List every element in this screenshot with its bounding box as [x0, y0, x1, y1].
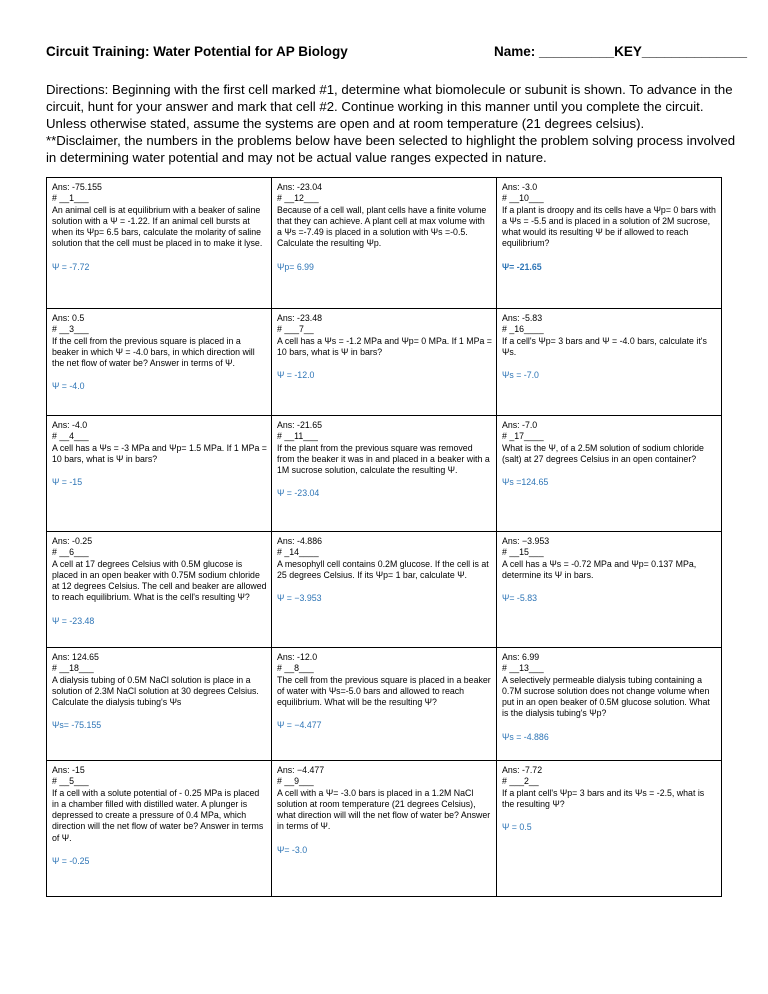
grid-row: [47, 761, 722, 897]
cell-result: Ψs = -7.0: [502, 370, 539, 381]
cell-number: # __8___: [277, 663, 314, 674]
cell-result: Ψ = -4.0: [52, 381, 85, 392]
cell-question: If a plant cell's Ψp= 3 bars and its Ψs = -2.5, what is the resulting Ψ?: [502, 787, 705, 809]
cell-number: # __5___: [52, 776, 89, 787]
circuit-cell: [272, 761, 497, 897]
circuit-cell: [47, 178, 272, 309]
cell-number: # _16____: [502, 324, 544, 335]
cell-question: If the plant from the previous square was removed from the beaker it was in and placed in a beaker with a 1M sucrose solution, calculate the resulting Ψ.: [277, 442, 490, 476]
worksheet-title: Circuit Training: Water Potential for AP Biology: [46, 44, 348, 59]
grid-row: [47, 178, 722, 309]
disclaimer-text: **Disclaimer, the numbers in the problems below have been selected to highlight the problem solving process involved in determining water potential and may not be actual value ranges expected in nature.: [46, 133, 736, 165]
cell-answer: Ans: 6.99: [502, 652, 540, 662]
cell-result: Ψ = -0.25: [52, 856, 90, 867]
cell-answer: Ans: −4.477: [277, 765, 325, 775]
circuit-cell: [497, 416, 722, 532]
cell-question: If a cell with a solute potential of - 0.25 MPa is placed in a chamber filled with distilled water. A plunger is depressed to create a pressure of 0.4 MPa, which direction will the net flow of water be? Answer in terms of Ψ.: [52, 787, 264, 843]
cell-answer: Ans: -15: [52, 765, 85, 775]
cell-result: Ψ = -12.0: [277, 370, 315, 381]
cell-answer: Ans: 0.5: [52, 313, 85, 323]
grid-row: [47, 416, 722, 532]
cell-result: Ψ = -23.48: [52, 615, 95, 626]
cell-question: A selectively permeable dialysis tubing containing a 0.7M sucrose solution does not change volume when put in an open beaker of 0.5M glucose solution. What is the dialysis tubing's Ψp?: [502, 674, 710, 719]
cell-question: Because of a cell wall, plant cells have a finite volume that they can achieve. A plant cell at max volume with a Ψs =-7.49 is placed in a solution with Ψs =-0.5. Calculate the resulting Ψp.: [277, 204, 487, 249]
cell-number: # _17____: [502, 431, 544, 442]
cell-question: A cell has a Ψs = -1.2 MPa and Ψp= 0 MPa. If 1 MPa = 10 bars, what is Ψ in bars?: [277, 335, 492, 357]
cell-question: A cell has a Ψs = -0.72 MPa and Ψp= 0.137 MPa, determine its Ψ in bars.: [502, 558, 697, 580]
circuit-cell: [272, 309, 497, 416]
cell-answer: Ans: -21.65: [277, 420, 322, 430]
cell-number: # __1___: [52, 193, 89, 204]
cell-number: # __10___: [502, 193, 544, 204]
circuit-cell: [47, 648, 272, 761]
cell-answer: Ans: -4.0: [52, 420, 88, 430]
cell-result: Ψs =124.65: [502, 477, 549, 488]
page-header: [46, 44, 747, 66]
name-field: Name: __________KEY______________: [494, 44, 747, 59]
cell-result: Ψs= -75.155: [52, 720, 102, 731]
cell-answer: Ans: −3.953: [502, 536, 550, 546]
cell-answer: Ans: -3.0: [502, 182, 538, 192]
cell-number: # __13___: [502, 663, 544, 674]
cell-question: If a cell's Ψp= 3 bars and Ψ = -4.0 bars, calculate it's Ψs.: [502, 335, 707, 357]
circuit-cell: [272, 416, 497, 532]
cell-result: Ψs = -4.886: [502, 731, 549, 742]
cell-result: Ψ = −3.953: [277, 593, 322, 604]
cell-number: # __15___: [502, 547, 544, 558]
cell-answer: Ans: -23.04: [277, 182, 322, 192]
cell-result: Ψ = -15: [52, 477, 83, 488]
grid-row: [47, 648, 722, 761]
cell-question: A cell at 17 degrees Celsius with 0.5M glucose is placed in an open beaker with 0.75M sodium chloride at 12 degrees Celsius. The cell and beaker are allowed to reach equilibrium. What is the cell's resulting Ψ?: [52, 558, 267, 603]
grid-row: [47, 309, 722, 416]
cell-result: Ψ = -7.72: [52, 261, 90, 272]
cell-number: # __4___: [52, 431, 89, 442]
circuit-cell: [47, 309, 272, 416]
cell-number: # ___7__: [277, 324, 314, 335]
cell-question: What is the Ψ, of a 2.5M solution of sodium chloride (salt) at 27 degrees Celsius in an open container?: [502, 442, 704, 464]
cell-number: # __3___: [52, 324, 89, 335]
circuit-cell: [272, 532, 497, 648]
cell-number: # __11___: [277, 431, 318, 442]
cell-number: # __9___: [277, 776, 314, 787]
cell-answer: Ans: -7.72: [502, 765, 543, 775]
cell-number: # __18___: [52, 663, 94, 674]
cell-result: Ψp= 6.99: [277, 261, 314, 272]
cell-result: Ψ= -3.0: [277, 844, 308, 855]
cell-result: Ψ = -23.04: [277, 488, 320, 499]
circuit-cell: [47, 416, 272, 532]
circuit-cell: [272, 648, 497, 761]
cell-question: A mesophyll cell contains 0.2M glucose. If the cell is at 25 degrees Celsius. If its Ψp= 1 bar, calculate Ψ.: [277, 558, 489, 580]
circuit-cell: [497, 648, 722, 761]
cell-number: # __12___: [277, 193, 319, 204]
cell-result: Ψ = 0.5: [502, 822, 532, 833]
cell-answer: Ans: -4.886: [277, 536, 322, 546]
cell-question: A dialysis tubing of 0.5M NaCl solution is place in a solution of 2.3M NaCl solution at 30 degrees Celsius. Calculate the dialysis tubing's Ψs: [52, 674, 259, 708]
directions-text: Directions: Beginning with the first cell marked #1, determine what biomolecule or subunit is shown. To advance in the circuit, hunt for your answer and mark that cell #2. Continue working in this manner until you complete the circuit. Unless otherwise stated, assume the systems are open and at room temperature (21 degrees celsius).: [46, 82, 733, 131]
cell-number: # __6___: [52, 547, 89, 558]
circuit-cell: [272, 178, 497, 309]
cell-answer: Ans: -75.155: [52, 182, 102, 192]
circuit-grid: [46, 177, 722, 897]
cell-number: # ___2__: [502, 776, 539, 787]
cell-question: A cell has a Ψs = -3 MPa and Ψp= 1.5 MPa. If 1 MPa = 10 bars, what is Ψ in bars?: [52, 442, 267, 464]
directions: [46, 81, 736, 166]
cell-result: Ψ= -5.83: [502, 593, 537, 604]
circuit-cell: [497, 178, 722, 309]
cell-number: # _14____: [277, 547, 319, 558]
circuit-cell: [47, 761, 272, 897]
cell-question: If the cell from the previous square is placed in a beaker in which Ψ = -4.0 bars, in which direction will the net flow of water be? Answer in terms of Ψ.: [52, 335, 255, 369]
cell-answer: Ans: -12.0: [277, 652, 318, 662]
cell-question: A cell with a Ψ= -3.0 bars is placed in a 1.2M NaCl solution at room temperature (21 degrees Celsius), what direction will will the net flow of water be? Answer in terms of Ψ.: [277, 787, 491, 832]
grid-row: [47, 532, 722, 648]
circuit-cell: [47, 532, 272, 648]
cell-answer: Ans: -0.25: [52, 536, 93, 546]
cell-answer: Ans: -5.83: [502, 313, 543, 323]
cell-answer: Ans: 124.65: [52, 652, 99, 662]
circuit-cell: [497, 761, 722, 897]
cell-question: If a plant is droopy and its cells have a Ψp= 0 bars with a Ψs = -5.5 and is placed in a solution of 2M sucrose, what would its resulting Ψ be if allowed to reach equilibrium?: [502, 204, 716, 249]
cell-answer: Ans: -7.0: [502, 420, 538, 430]
cell-question: The cell from the previous square is placed in a beaker of water with Ψs=-5.0 bars and allowed to reach equilibrium. What will be the resulting Ψ?: [277, 674, 491, 708]
circuit-cell: [497, 532, 722, 648]
circuit-cell: [497, 309, 722, 416]
cell-question: An animal cell is at equilibrium with a beaker of saline solution with a Ψ = -1.22. If an animal cell bursts at when its Ψp= 6.5 bars, calculate the molarity of saline solution that the cell must be placed in to make it lyse.: [52, 204, 263, 249]
cell-result: Ψ= -21.65: [502, 261, 542, 272]
cell-result: Ψ = −4.477: [277, 720, 322, 731]
cell-answer: Ans: -23.48: [277, 313, 322, 323]
